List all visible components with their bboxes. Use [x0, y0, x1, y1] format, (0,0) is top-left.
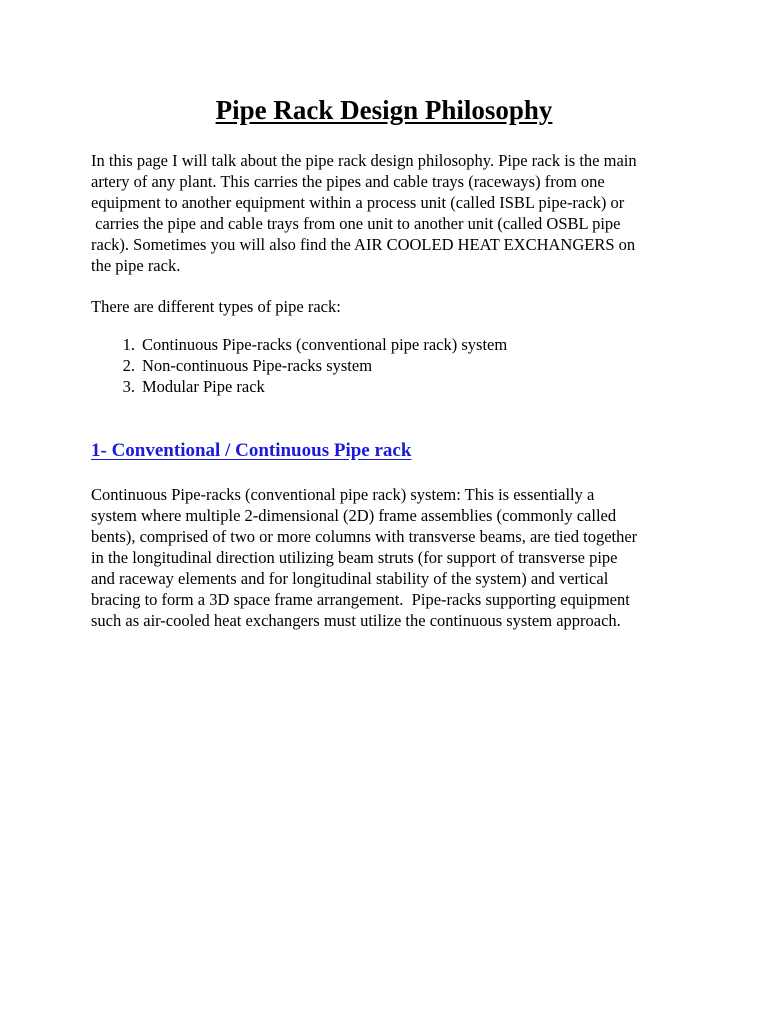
- body-line: bents), comprised of two or more columns with transverse beams, are tied together: [91, 527, 638, 546]
- list-item-number: 2.: [122, 356, 135, 375]
- intro-line: In this page I will talk about the pipe rack design philosophy. Pipe rack is the main: [91, 151, 637, 170]
- list-item: [91, 334, 507, 355]
- body-line: bracing to form a 3D space frame arrangement. Pipe-racks supporting equipment: [91, 590, 630, 609]
- section-heading-link[interactable]: 1- Conventional / Continuous Pipe rack: [91, 440, 412, 461]
- body-line: and raceway elements and for longitudinal stability of the system) and vertical: [91, 569, 609, 588]
- body-line: Continuous Pipe-racks (conventional pipe rack) system: This is essentially a: [91, 485, 595, 504]
- page-title: Pipe Rack Design Philosophy: [215, 95, 553, 125]
- list-item-number: 3.: [122, 377, 135, 396]
- body-line: in the longitudinal direction utilizing beam struts (for support of transverse pipe: [91, 548, 618, 567]
- intro-line: carries the pipe and cable trays from one unit to another unit (called OSBL pipe: [91, 214, 621, 233]
- list-item-text: Non-continuous Pipe-racks system: [142, 356, 373, 375]
- intro-line: rack). Sometimes you will also find the AIR COOLED HEAT EXCHANGERS on: [91, 235, 636, 254]
- body-line: system where multiple 2-dimensional (2D) frame assemblies (commonly called: [91, 506, 617, 525]
- body-line: such as air-cooled heat exchangers must utilize the continuous system approach.: [91, 611, 621, 630]
- intro-line: the pipe rack.: [91, 256, 181, 275]
- list-item: [91, 376, 507, 397]
- list-item: [91, 355, 507, 376]
- types-intro-text: There are different types of pipe rack:: [91, 297, 341, 316]
- intro-paragraph: [91, 150, 691, 276]
- intro-line: equipment to another equipment within a process unit (called ISBL pipe-rack) or: [91, 193, 625, 212]
- list-item-number: 1.: [122, 335, 135, 354]
- intro-line: artery of any plant. This carries the pipes and cable trays (raceways) from one: [91, 172, 605, 191]
- section-body-paragraph: [91, 484, 691, 631]
- pipe-rack-types-list: [91, 334, 507, 397]
- list-item-text: Continuous Pipe-racks (conventional pipe rack) system: [142, 335, 508, 354]
- list-item-text: Modular Pipe rack: [142, 377, 265, 396]
